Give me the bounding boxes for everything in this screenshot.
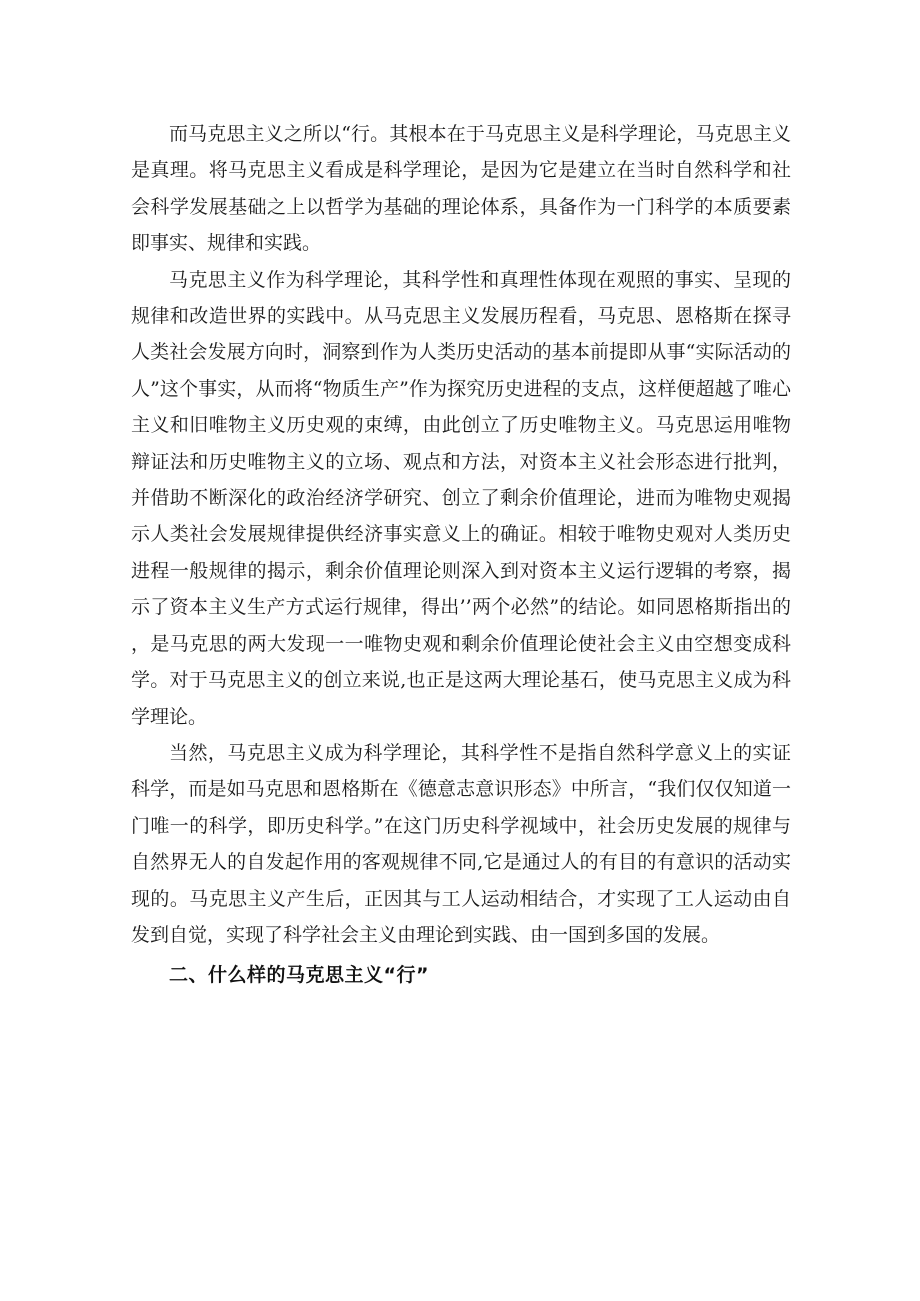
paragraph-2: 马克思主义作为科学理论，其科学性和真理性体现在观照的事实、呈现的规律和改造世界的实践中。从马克思主义发展历程看，马克思、恩格斯在探寻人类社会发展方向时，洞察到作为人类历史活动的基本前提即从事“实际活动的人”这个事实，从而将“物质生产”作为探究历史进程的支点，这样便超越了唯心主义和旧唯物主义历史观的束缚，由此创立了历史唯物主义。马克思运用唯物辩证法和历史唯物主义的立场、观点和方法，对资本主义社会形态进行批判，并借助不断深化的政治经济学研究、创立了剩余价值理论，进而为唯物史观揭示人类社会发展规律提供经济事实意义上的确证。相较于唯物史观对人类历史进程一般规律的揭示，剩余价值理论则深入到对资本主义运行逻辑的考察，揭示了资本主义生产方式运行规律，得出’’两个必然”的结论。如同恩格斯指出的，是马克思的两大发现一一唯物史观和剩余价值理论使社会主义由空想变成科学。对于马克思主义的创立来说,也正是这两大理论基石，使马克思主义成为科学理论。: [131, 268, 791, 728]
paragraph-3: 当然，马克思主义成为科学理论，其科学性不是指自然科学意义上的实证科学，而是如马克思和恩格斯在《德意志意识形态》中所言，“我们仅仅知道一门唯一的科学，即历史科学。”在这门历史科学视域中，社会历史发展的规律与自然界无人的自发起作用的客观规律不同,它是通过人的有目的有意识的活动实现的。马克思主义产生后，正因其与工人运动相结合，才实现了工人运动由自发到自觉，实现了科学社会主义由理论到实践、由一国到多国的发展。: [131, 741, 791, 946]
paragraph-1: 而马克思主义之所以“行。其根本在于马克思主义是科学理论，马克思主义是真理。将马克思主义看成是科学理论，是因为它是建立在当时自然科学和社会科学发展基础之上以哲学为基础的理论体系，具备作为一门科学的本质要素即事实、规律和实践。: [131, 123, 791, 255]
document-body: [131, 116, 791, 994]
section-heading: 二、什么样的马克思主义“行”: [169, 964, 429, 987]
